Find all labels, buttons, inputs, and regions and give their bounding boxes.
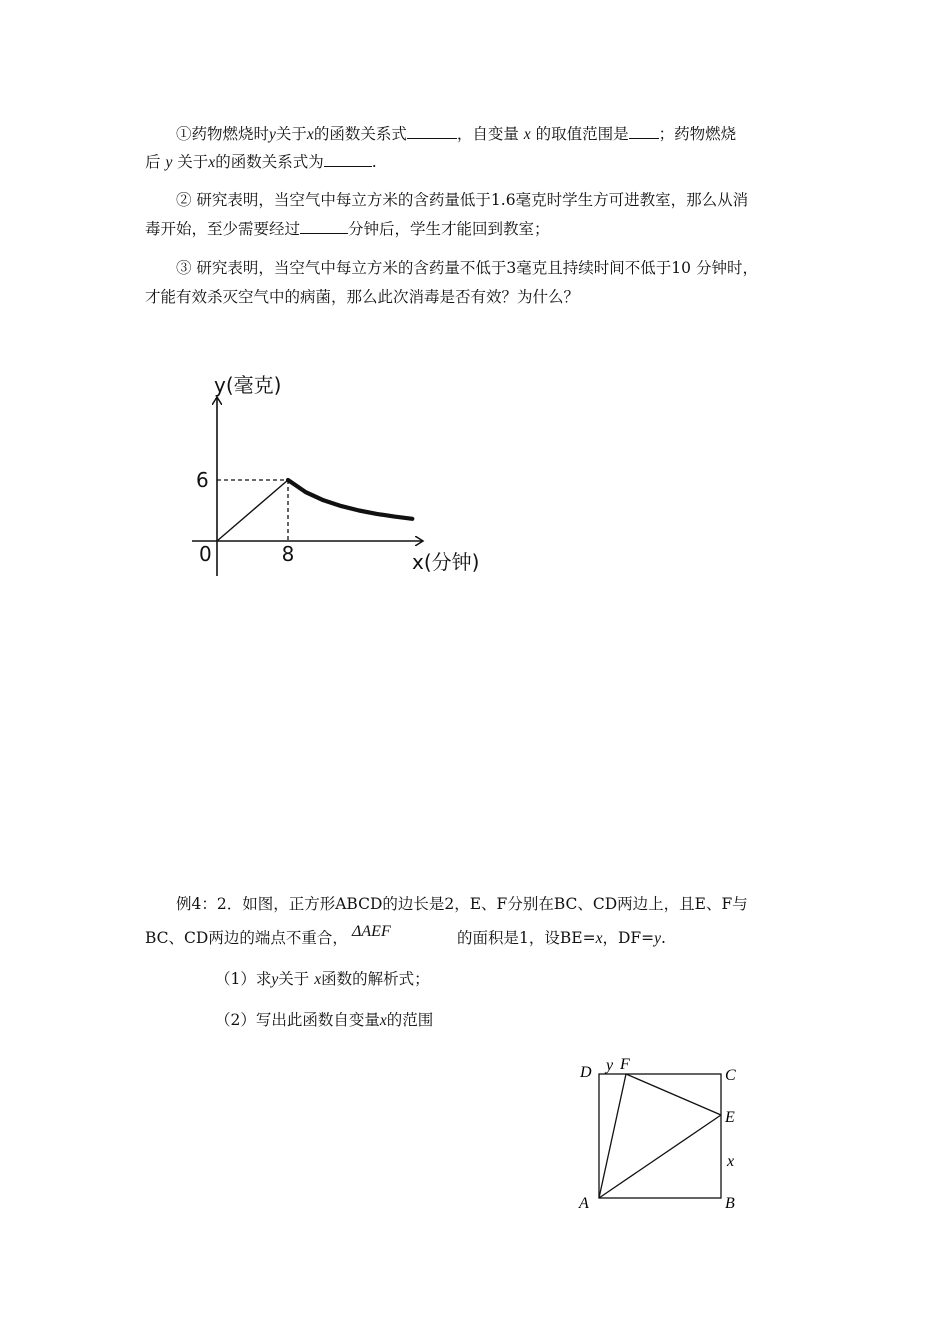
medicine-concentration-graph [190, 368, 500, 583]
segment-af [599, 1074, 626, 1198]
segment-ae [599, 1115, 721, 1198]
var-x: x [523, 126, 531, 143]
question-1: ①药物燃烧时y关于x的函数关系式 ，自变量 x 的取值范围是 ；药物燃烧 [176, 125, 737, 143]
segment-fe [626, 1074, 721, 1115]
series-layer [217, 480, 412, 541]
triangle-aef-formula: ΔAEF [352, 923, 391, 940]
var-y: y [269, 126, 276, 143]
square-abcd [599, 1074, 721, 1198]
square-abcd-figure [572, 1048, 762, 1218]
answer-blank[interactable] [324, 151, 372, 167]
label-x: x [727, 1153, 735, 1170]
example-4-sub2: （2）写出此函数自变量x的范围 [215, 1011, 434, 1029]
example-4-line2: BC、CD两边的端点不重合， ΔAEF 的面积是1，设BE=x，DF=y. [145, 923, 666, 947]
question-3-line2: 才能有效杀灭空气中的病菌，那么此次消毒是否有效？为什么？ [145, 288, 580, 306]
origin-label: 0 [199, 542, 212, 566]
series-linear-segment [217, 480, 288, 541]
example-4-line1: 例4：2．如图，正方形ABCD的边长是2，E、F分别在BC、CD两边上，且E、F与 [176, 895, 748, 913]
y-axis-label: y(毫克) [214, 373, 282, 397]
question-1-cont: 后 y 关于x的函数关系式为 . [145, 153, 377, 171]
series-inverse-curve [288, 480, 412, 519]
example-4-sub1: （1）求y关于 x函数的解析式； [215, 970, 430, 988]
label-c: C [725, 1067, 736, 1084]
x-axis-label: x(分钟) [412, 550, 480, 574]
x-tick-label: 8 [281, 542, 295, 566]
question-2-line2: 毒开始，至少需要经过 分钟后，学生才能回到教室； [145, 220, 550, 238]
label-b: B [725, 1195, 735, 1212]
label-e: E [725, 1109, 735, 1126]
label-d: D [580, 1064, 592, 1081]
answer-blank[interactable] [407, 123, 457, 139]
label-a: A [579, 1195, 589, 1212]
var-x: x [306, 126, 314, 143]
label-y: y [606, 1057, 614, 1074]
answer-blank[interactable] [629, 123, 659, 139]
question-2-line1: ② 研究表明，当空气中每立方米的含药量低于1.6毫克时学生方可进教室，那么从消 [176, 191, 749, 209]
question-3-line1: ③ 研究表明，当空气中每立方米的含药量不低于3毫克且持续时间不低于10 分钟时， [176, 259, 758, 277]
y-tick-label: 6 [196, 468, 209, 492]
answer-blank[interactable] [300, 218, 348, 234]
label-f: F [620, 1056, 630, 1073]
